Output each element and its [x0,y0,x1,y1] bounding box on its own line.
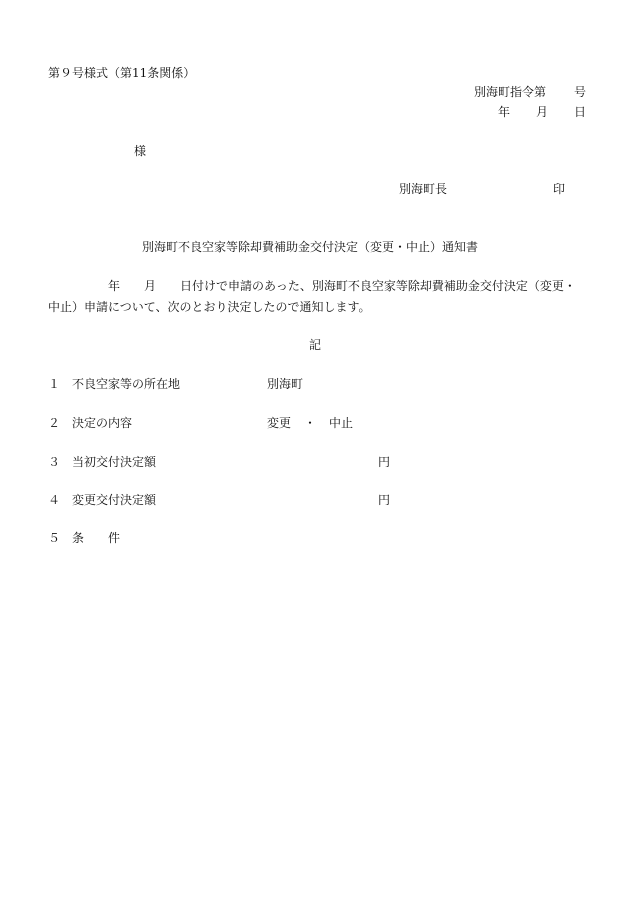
document-number [474,85,586,99]
item-number: ３ [48,455,61,469]
body-year: 年 [108,279,121,293]
item-label-part-b: 件 [108,531,121,545]
item-conditions [48,531,120,545]
document-number-prefix: 別海町指令第 [474,85,547,99]
addressee: 様 [134,144,147,158]
item-number: ５ [48,531,61,545]
item-label: 当初交付決定額 [72,455,157,469]
seal-mark: 印 [553,182,566,196]
item-changed-amount [48,493,390,507]
document-number-suffix: 号 [574,85,587,99]
ki-heading: 記 [309,338,322,352]
form-number: 第９号様式（第11条関係） [48,66,196,80]
body-month: 月 [144,279,157,293]
option-separator: ・ [304,416,317,430]
item-label-part-a: 条 [72,531,85,545]
document-title: 別海町不良空家等除却費補助金交付決定（変更・中止）通知書 [142,240,479,254]
body-text-line-1 [48,279,576,293]
item-number: ４ [48,493,61,507]
item-label: 不良空家等の所在地 [72,377,181,391]
item-number: １ [48,377,61,391]
body-text-line-2: 中止）申請について、次のとおり決定したので通知します。 [48,300,371,314]
issue-date-year: 年 [498,105,511,119]
issuer-name: 別海町長 [399,182,448,196]
body-line-1-rest: 日付けで申請のあった、別海町不良空家等除却費補助金交付決定（変更・ [180,279,576,293]
item-location [48,377,303,391]
option-cancel: 中止 [329,416,354,430]
item-value: 別海町 [267,377,304,391]
issue-date-day: 日 [574,105,587,119]
issuer [399,182,565,196]
item-label: 変更交付決定額 [72,493,157,507]
amount-unit: 円 [378,455,391,469]
item-number: ２ [48,416,61,430]
item-label: 決定の内容 [72,416,133,430]
issue-date [498,105,586,119]
item-decision-content [48,416,353,430]
amount-unit: 円 [378,493,391,507]
option-change: 変更 [267,416,292,430]
item-initial-amount [48,455,390,469]
issue-date-month: 月 [536,105,549,119]
